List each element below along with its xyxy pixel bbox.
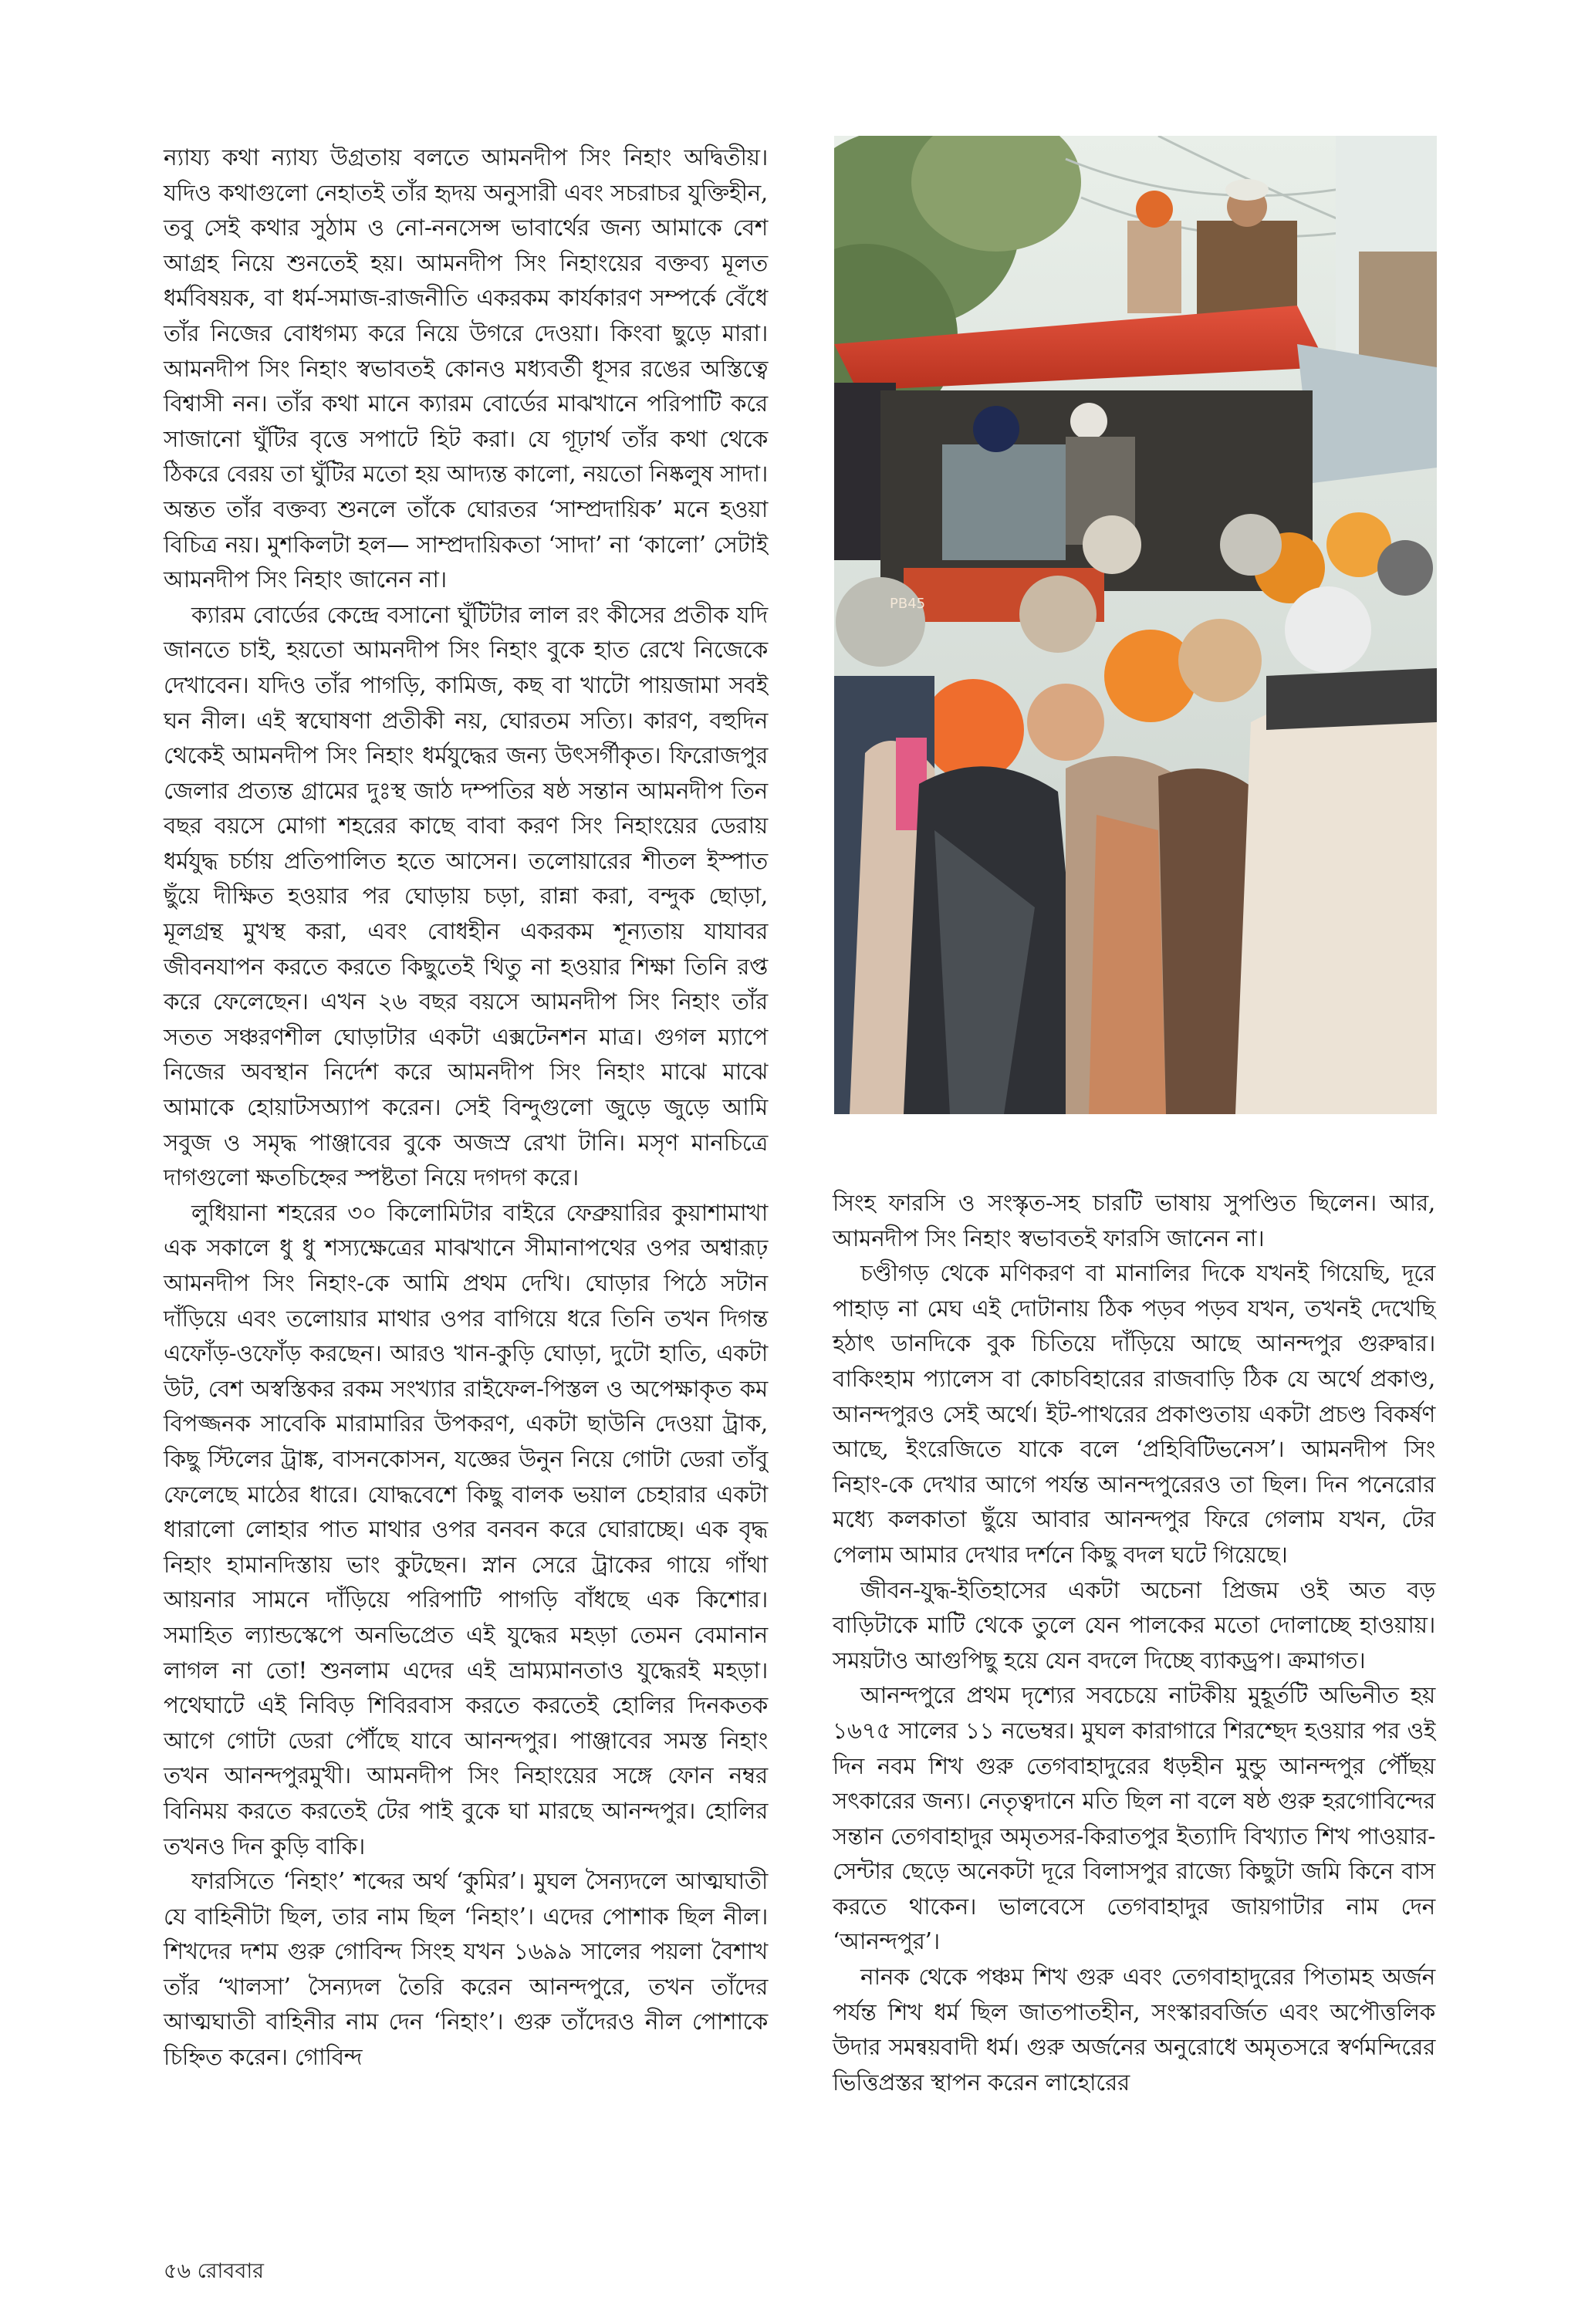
paragraph: চণ্ডীগড় থেকে মণিকরণ বা মানালির দিকে যখনই গিয়েছি, দূরে পাহাড় না মেঘ এই দোটানায় ঠিক পড়ব পড়ব যখন, তখনই দেখেছি হঠাৎ ডানদিকে বুক চিতিয়ে দাঁড়িয়ে আছে আনন্দপুর গুরুদ্বার। বাকিংহাম প্যালেস বা কোচবিহারের রাজবাড়ি ঠিক যে অর্থে প্রকাণ্ড, আনন্দপুরও সেই অর্থে। ইট-পাথরের প্রকাণ্ডতায় একটা প্রচণ্ড বিকর্ষণ আছে, ইংরেজিতে যাকে বলে ‘প্রহিবিটিভনেস’। আমনদীপ সিং নিহাং-কে দেখার আগে পর্যন্ত আনন্দপুরেরও তা ছিল। দিন পনেরোর মধ্যে কলকাতা ছুঁয়ে আবার আনন্দপুর ফিরে গেলাম যখন, টের পেলাম আমার দেখার দর্শনে কিছু বদল ঘটে গিয়েছে।	[833, 1260, 1435, 1568]
photo-illustration	[834, 136, 1437, 1114]
tractor-plate-text: PB45	[890, 596, 926, 612]
paragraph: ক্যারম বোর্ডের কেন্দ্রে বসানো ঘুঁটিটার লাল রং কীসের প্রতীক যদি জানতে চাই, হয়তো আমনদীপ সিং নিহাং বুকে হাত রেখে নিজেকে দেখাবেন। যদিও তাঁর পাগড়ি, কামিজ, কছ বা খাটো পায়জামা সবই ঘন নীল। এই স্বঘোষণা প্রতীকী নয়, ঘোরতম সত্যি। কারণ, বহুদিন থেকেই আমনদীপ সিং নিহাং ধর্মযুদ্ধের জন্য উৎসর্গীকৃত। ফিরোজপুর জেলার প্রত্যন্ত গ্রামের দুঃস্থ জাঠ দম্পতির ষষ্ঠ সন্তান আমনদীপ তিন বছর বয়সে মোগা শহরের কাছে বাবা করণ সিং নিহাংয়ের ডেরায় ধর্মযুদ্ধ চর্চায় প্রতিপালিত হতে আসেন। তলোয়ারের শীতল ইস্পাত ছুঁয়ে দীক্ষিত হওয়ার পর ঘোড়ায় চড়া, রান্না করা, বন্দুক ছোড়া, মূলগ্রন্থ মুখস্থ করা, এবং বোধহীন একরকম শূন্যতায় যাযাবর জীবনযাপন করতে করতে কিছুতেই থিতু না হওয়ার শিক্ষা তিনি রপ্ত করে ফেলেছেন। এখন ২৬ বছর বয়সে আমনদীপ সিং নিহাং তাঁর সতত সঞ্চরণশীল ঘোড়াটার একটা এক্সটেনশন মাত্র। গুগল ম্যাপে নিজের অবস্থান নির্দেশ করে আমনদীপ সিং নিহাং মাঝে মাঝে আমাকে হোয়াটসঅ্যাপ করেন। সেই বিন্দুগুলো জুড়ে জুড়ে আমি সবুজ ও সমৃদ্ধ পাঞ্জাবের বুকে অজস্র রেখা টানি। মসৃণ মানচিত্রে দাগগুলো ক্ষতচিহ্নের স্পষ্টতা নিয়ে দগদগ করে।	[164, 601, 768, 1191]
paragraph: ন্যায্য কথা ন্যায্য উগ্রতায় বলতে আমনদীপ সিং নিহাং অদ্বিতীয়। যদিও কথাগুলো নেহাতই তাঁর হৃদয় অনুসারী এবং সচরাচর যুক্তিহীন, তবু সেই কথার সুঠাম ও নো-ননসেন্স ভাবার্থের জন্য আমাকে বেশ আগ্রহ নিয়ে শুনতেই হয়। আমনদীপ সিং নিহাংয়ের বক্তব্য মূলত ধর্মবিষয়ক, বা ধর্ম-সমাজ-রাজনীতি একরকম কার্যকারণ সম্পর্কে বেঁধে তাঁর নিজের বোধগম্য করে নিয়ে উগরে দেওয়া। কিংবা ছুড়ে মারা। আমনদীপ সিং নিহাং স্বভাবতই কোনও মধ্যবর্তী ধূসর রঙের অস্তিত্বে বিশ্বাসী নন। তাঁর কথা মানে ক্যারম বোর্ডের মাঝখানে পরিপাটি করে সাজানো ঘুঁটির বৃত্তে সপাটে হিট করা। যে গূঢ়ার্থ তাঁর কথা থেকে ঠিকরে বেরয় তা ঘুঁটির মতো হয় আদ্যন্ত কালো, নয়তো নিষ্কলুষ সাদা। অন্তত তাঁর বক্তব্য শুনলে তাঁকে ঘোরতর ‘সাম্প্রদায়িক’ মনে হওয়া বিচিত্র নয়। মুশকিলটা হল— সাম্প্রদায়িকতা ‘সাদা’ না ‘কালো’ সেটাই আমনদীপ সিং নিহাং জানেন না।	[164, 144, 768, 593]
paragraph: নানক থেকে পঞ্চম শিখ গুরু এবং তেগবাহাদুরের পিতামহ অর্জন পর্যন্ত শিখ ধর্ম ছিল জাতপাতহীন, সংস্কারবর্জিত এবং অপৌত্তলিক উদার সমন্বয়বাদী ধর্ম। গুরু অর্জনের অনুরোধে অমৃতসরে স্বর্ণমন্দিরের ভিত্তিপ্রস্তর স্থাপন করেন লাহোরের	[833, 1964, 1435, 2096]
left-text-column	[164, 140, 768, 2076]
right-text-column	[833, 1186, 1435, 2100]
paragraph: লুধিয়ানা শহরের ৩০ কিলোমিটার বাইরে ফেব্রুয়ারির কুয়াশামাখা এক সকালে ধু ধু শস্যক্ষেত্রের মাঝখানে সীমানাপথের ওপর অশ্বারূঢ় আমনদীপ সিং নিহাং-কে আমি প্রথম দেখি। ঘোড়ার পিঠে সটান দাঁড়িয়ে এবং তলোয়ার মাথার ওপর বাগিয়ে ধরে তিনি তখন দিগন্ত এফোঁড়-ওফোঁড় করছেন। আরও খান-কুড়ি ঘোড়া, দুটো হাতি, একটা উট, বেশ অস্বস্তিকর রকম সংখ্যার রাইফেল-পিস্তল ও অপেক্ষাকৃত কম বিপজ্জনক সাবেকি মারামারির উপকরণ, একটা ছাউনি দেওয়া ট্রাক, কিছু স্টিলের ট্রাঙ্ক, বাসনকোসন, যজ্ঞের উনুন নিয়ে গোটা ডেরা তাঁবু ফেলেছে মাঠের ধারে। যোদ্ধবেশে কিছু বালক ভয়াল চেহারার একটা ধারালো লোহার পাত মাথার ওপর বনবন করে ঘোরাচ্ছে। এক বৃদ্ধ নিহাং হামানদিস্তায় ভাং কুটছেন। স্নান সেরে ট্রাকের গায়ে গাঁথা আয়নার সামনে দাঁড়িয়ে পরিপাটি পাগড়ি বাঁধছে এক কিশোর। সমাহিত ল্যান্ডস্কেপে অনভিপ্রেত এই যুদ্ধের মহড়া তেমন বেমানান লাগল না তো! শুনলাম এদের এই ভ্রাম্যমানতাও যুদ্ধেরই মহড়া। পথেঘাটে এই নিবিড় শিবিরবাস করতে করতেই হোলির দিনকতক আগে গোটা ডেরা পৌঁছে যাবে আনন্দপুর। পাঞ্জাবের সমস্ত নিহাং তখন আনন্দপুরমুখী। আমনদীপ সিং নিহাংয়ের সঙ্গে ফোন নম্বর বিনিময় করতে করতেই টের পাই বুকে ঘা মারছে আনন্দপুর। হোলির তখনও দিন কুড়ি বাকি।	[164, 1199, 768, 1860]
page-folio: ৫৬ রোববার	[164, 2259, 265, 2283]
paragraph: সিংহ ফারসি ও সংস্কৃত-সহ চারটি ভাষায় সুপণ্ডিত ছিলেন। আর, আমনদীপ সিং নিহাং স্বভাবতই ফারসি জানেন না।	[833, 1190, 1435, 1252]
paragraph: আনন্দপুরে প্রথম দৃশ্যের সবচেয়ে নাটকীয় মুহূর্তটি অভিনীত হয় ১৬৭৫ সালের ১১ নভেম্বর। মুঘল কারাগারে শিরশ্ছেদ হওয়ার পর ওই দিন নবম শিখ গুরু তেগবাহাদুরের ধড়হীন মুন্ডু আনন্দপুর পৌঁছয় সৎকারের জন্য। নেতৃত্বদানে মতি ছিল না বলে ষষ্ঠ গুরু হরগোবিন্দের সন্তান তেগবাহাদুর অমৃতসর-কিরাতপুর ইত্যাদি বিখ্যাত শিখ পাওয়ার-সেন্টার ছেড়ে অনেকটা দূরে বিলাসপুর রাজ্যে কিছুটা জমি কিনে বাস করতে থাকেন। ভালবেসে তেগবাহাদুর জায়গাটার নাম দেন ‘আনন্দপুর’।	[833, 1682, 1435, 1955]
paragraph: জীবন-যুদ্ধ-ইতিহাসের একটা অচেনা প্রিজম ওই অত বড় বাড়িটাকে মাটি থেকে তুলে যেন পালকের মতো দোলাচ্ছে হাওয়ায়। সময়টাও আগুপিছু হয়ে যেন বদলে দিচ্ছে ব্যাকড্রপ। ক্রমাগত।	[833, 1576, 1435, 1674]
paragraph: ফারসিতে ‘নিহাং’ শব্দের অর্থ ‘কুমির’। মুঘল সৈন্যদলে আত্মঘাতী যে বাহিনীটা ছিল, তার নাম ছিল ‘নিহাং’। এদের পোশাক ছিল নীল। শিখদের দশম গুরু গোবিন্দ সিংহ যখন ১৬৯৯ সালের পয়লা বৈশাখ তাঁর ‘খালসা’ সৈন্যদল তৈরি করেন আনন্দপুরে, তখন তাঁদের আত্মঘাতী বাহিনীর নাম দেন ‘নিহাং’। গুরু তাঁদেরও নীল পোশাকে চিহ্নিত করেন। গোবিন্দ	[164, 1868, 768, 2071]
crowd-photo	[834, 136, 1437, 1114]
